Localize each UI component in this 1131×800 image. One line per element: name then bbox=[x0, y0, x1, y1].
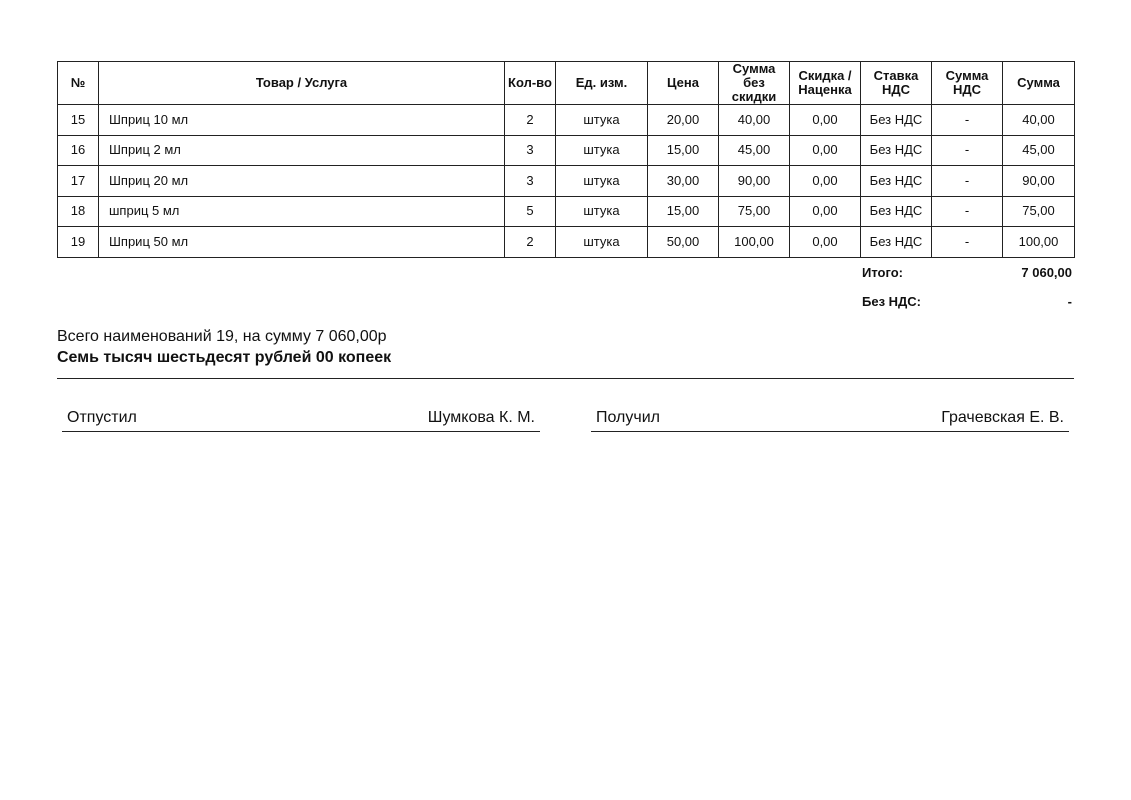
header-num: № bbox=[58, 62, 99, 105]
cell-vat-sum: - bbox=[932, 196, 1003, 227]
cell-num: 16 bbox=[58, 135, 99, 166]
cell-discount: 0,00 bbox=[790, 166, 861, 197]
summary-amount-words: Семь тысяч шестьдесят рублей 00 копеек bbox=[57, 349, 392, 366]
cell-total: 90,00 bbox=[1003, 166, 1075, 197]
cell-sum-nodiscount: 75,00 bbox=[719, 196, 790, 227]
table-row bbox=[58, 196, 1075, 227]
total-label: Итого: bbox=[862, 265, 903, 280]
cell-sum-nodiscount: 40,00 bbox=[719, 105, 790, 136]
cell-vat-rate: Без НДС bbox=[861, 196, 932, 227]
header-unit: Ед. изм. bbox=[556, 62, 648, 105]
cell-qty: 2 bbox=[505, 105, 556, 136]
cell-vat-rate: Без НДС bbox=[861, 227, 932, 258]
cell-sum-nodiscount: 90,00 bbox=[719, 166, 790, 197]
cell-discount: 0,00 bbox=[790, 227, 861, 258]
cell-qty: 5 bbox=[505, 196, 556, 227]
cell-num: 19 bbox=[58, 227, 99, 258]
cell-discount: 0,00 bbox=[790, 105, 861, 136]
vat-value: - bbox=[1067, 294, 1072, 309]
cell-vat-rate: Без НДС bbox=[861, 105, 932, 136]
released-label: Отпустил bbox=[67, 409, 137, 426]
cell-discount: 0,00 bbox=[790, 135, 861, 166]
cell-sum-nodiscount: 100,00 bbox=[719, 227, 790, 258]
cell-price: 50,00 bbox=[648, 227, 719, 258]
header-vat-sum: Сумма НДС bbox=[932, 62, 1003, 105]
cell-price: 15,00 bbox=[648, 196, 719, 227]
header-discount: Скидка / Наценка bbox=[790, 62, 861, 105]
cell-price: 30,00 bbox=[648, 166, 719, 197]
cell-unit: штука bbox=[556, 135, 648, 166]
total-value: 7 060,00 bbox=[1021, 265, 1072, 280]
divider bbox=[57, 378, 1074, 379]
header-item: Товар / Услуга bbox=[99, 62, 505, 105]
cell-total: 40,00 bbox=[1003, 105, 1075, 136]
header-price: Цена bbox=[648, 62, 719, 105]
header-vat-rate: Ставка НДС bbox=[861, 62, 932, 105]
header-qty: Кол-во bbox=[505, 62, 556, 105]
cell-vat-sum: - bbox=[932, 105, 1003, 136]
cell-unit: штука bbox=[556, 166, 648, 197]
cell-total: 100,00 bbox=[1003, 227, 1075, 258]
cell-item: Шприц 10 мл bbox=[99, 105, 505, 136]
cell-total: 75,00 bbox=[1003, 196, 1075, 227]
cell-item: Шприц 2 мл bbox=[99, 135, 505, 166]
cell-price: 15,00 bbox=[648, 135, 719, 166]
released-signature-line bbox=[62, 431, 540, 432]
table-header-row bbox=[58, 62, 1075, 105]
received-label: Получил bbox=[596, 409, 660, 426]
cell-qty: 3 bbox=[505, 135, 556, 166]
cell-num: 17 bbox=[58, 166, 99, 197]
cell-vat-rate: Без НДС bbox=[861, 135, 932, 166]
cell-item: шприц 5 мл bbox=[99, 196, 505, 227]
table-row bbox=[58, 166, 1075, 197]
cell-discount: 0,00 bbox=[790, 196, 861, 227]
cell-vat-sum: - bbox=[932, 135, 1003, 166]
header-total: Сумма bbox=[1003, 62, 1075, 105]
vat-label: Без НДС: bbox=[862, 294, 922, 309]
cell-sum-nodiscount: 45,00 bbox=[719, 135, 790, 166]
cell-price: 20,00 bbox=[648, 105, 719, 136]
cell-vat-sum: - bbox=[932, 166, 1003, 197]
table-row bbox=[58, 227, 1075, 258]
summary-count-line: Всего наименований 19, на сумму 7 060,00р bbox=[57, 328, 387, 345]
cell-qty: 3 bbox=[505, 166, 556, 197]
cell-unit: штука bbox=[556, 105, 648, 136]
items-table bbox=[57, 61, 1075, 258]
received-name: Грачевская Е. В. bbox=[941, 409, 1064, 426]
cell-num: 18 bbox=[58, 196, 99, 227]
table-row bbox=[58, 105, 1075, 136]
cell-vat-rate: Без НДС bbox=[861, 166, 932, 197]
cell-unit: штука bbox=[556, 227, 648, 258]
released-name: Шумкова К. М. bbox=[427, 409, 535, 426]
cell-total: 45,00 bbox=[1003, 135, 1075, 166]
table-row bbox=[58, 135, 1075, 166]
header-sum-nodiscount: Сумма без скидки bbox=[719, 62, 790, 105]
cell-item: Шприц 20 мл bbox=[99, 166, 505, 197]
cell-unit: штука bbox=[556, 196, 648, 227]
received-signature-line bbox=[591, 431, 1069, 432]
cell-vat-sum: - bbox=[932, 227, 1003, 258]
cell-qty: 2 bbox=[505, 227, 556, 258]
cell-item: Шприц 50 мл bbox=[99, 227, 505, 258]
cell-num: 15 bbox=[58, 105, 99, 136]
